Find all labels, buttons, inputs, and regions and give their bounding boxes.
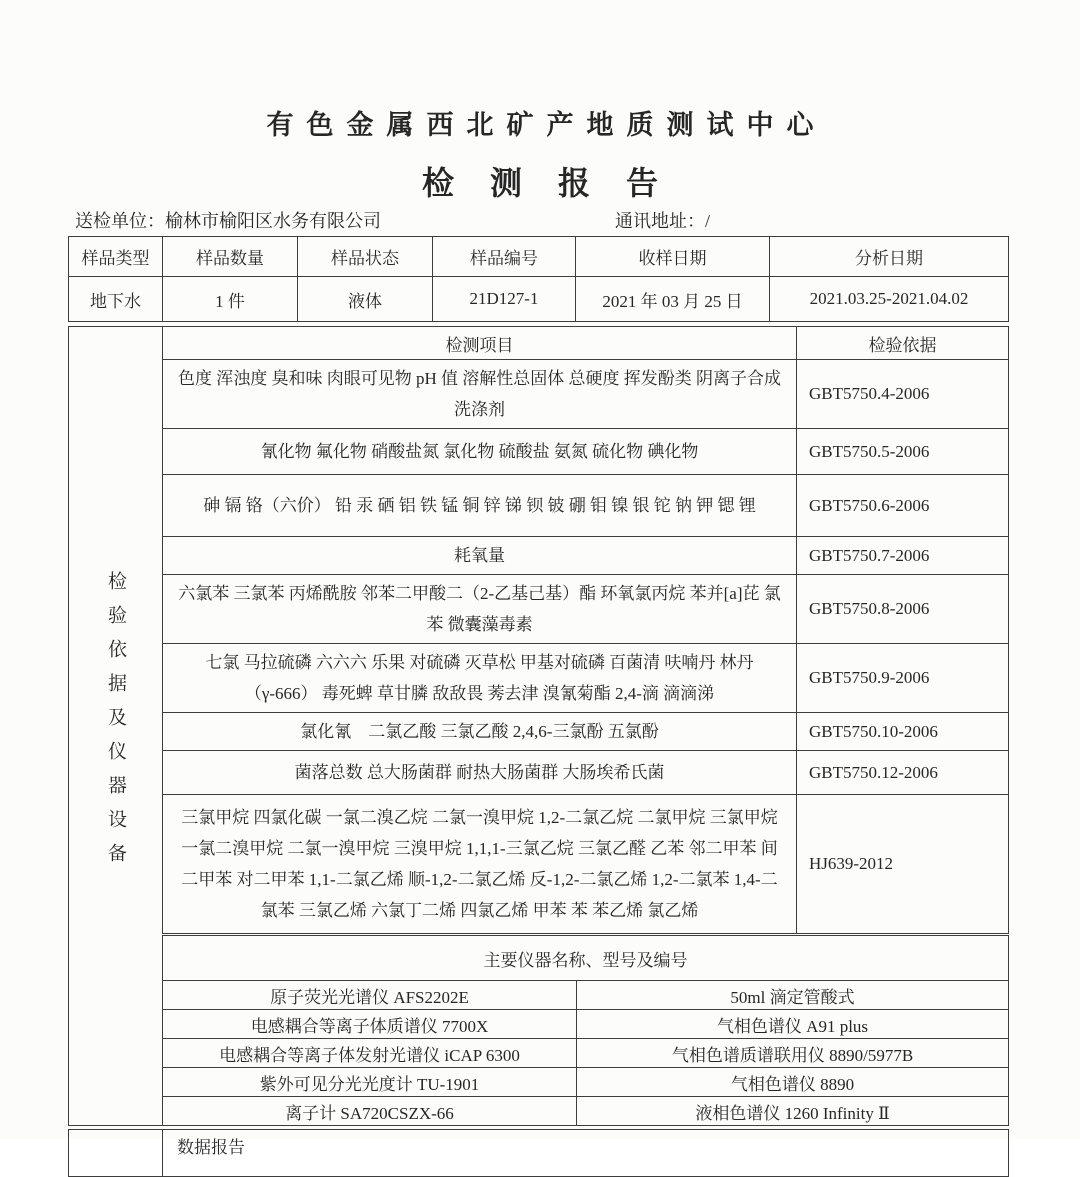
analysis-basis: GBT5750.4-2006	[797, 360, 1009, 429]
sample-info-table	[68, 236, 1009, 322]
sample-no: 21D127-1	[433, 277, 576, 322]
footer-stub-cell	[69, 1130, 163, 1177]
instrument-left: 离子计 SA720CSZX-66	[163, 1097, 577, 1126]
info-line	[0, 208, 1080, 234]
basis-header: 检验依据	[797, 327, 1009, 360]
col-header-sample-qty: 样品数量	[163, 237, 298, 277]
instrument-row	[69, 981, 1009, 1010]
client-unit: 送检单位：榆林市榆阳区水务有限公司	[75, 211, 381, 231]
report-title: 检测报告	[421, 165, 694, 201]
analysis-basis: GBT5750.8-2006	[797, 575, 1009, 644]
analysis-row	[69, 713, 1009, 751]
instrument-right: 气相色谱仪 8890	[577, 1068, 1009, 1097]
instrument-row	[69, 1068, 1009, 1097]
analysis-items: 氯化氰 二氯乙酸 三氯乙酸 2,4,6-三氯酚 五氯酚	[163, 713, 797, 751]
instrument-right: 气相色谱质谱联用仪 8890/5977B	[577, 1039, 1009, 1068]
analysis-basis: GBT5750.6-2006	[797, 475, 1009, 537]
analysis-row	[69, 475, 1009, 537]
analysis-row	[69, 575, 1009, 644]
analysis-items: 三氯甲烷 四氯化碳 一氯二溴乙烷 二氯一溴甲烷 1,2-二氯乙烷 二氯甲烷 三氯甲烷 一氯二溴甲烷 二氯一溴甲烷 三溴甲烷 1,1,1-三氯乙烷 三氯乙醛 乙苯 邻二甲苯 间二甲苯 对二甲苯 1,1-二氯乙烯 顺-1,2-二氯乙烯 反-1,2-二氯乙烯 1,2-二氯苯 1,4-二氯苯 三氯乙烯 六氯丁二烯 四氯乙烯 甲苯 苯 苯乙烯 氯乙烯	[163, 795, 797, 935]
analysis-items: 色度 浑浊度 臭和味 肉眼可见物 pH 值 溶解性总固体 总硬度 挥发酚类 阴离子合成洗涤剂	[163, 360, 797, 429]
sample-state: 液体	[298, 277, 433, 322]
side-label-cell	[69, 327, 163, 1126]
analysis-row	[69, 537, 1009, 575]
col-header-sample-type: 样品类型	[69, 237, 163, 277]
col-header-sample-state: 样品状态	[298, 237, 433, 277]
items-header: 检测项目	[163, 327, 797, 360]
analysis-row	[69, 795, 1009, 935]
analysis-date: 2021.03.25-2021.04.02	[770, 277, 1009, 322]
analysis-basis: GBT5750.10-2006	[797, 713, 1009, 751]
footer-partial-text: 数据报告	[163, 1130, 1009, 1177]
instruments-header-row	[69, 935, 1009, 981]
instrument-row	[69, 1097, 1009, 1126]
receive-date: 2021 年 03 月 25 日	[576, 277, 770, 322]
instrument-row	[69, 1010, 1009, 1039]
analysis-items: 耗氧量	[163, 537, 797, 575]
instrument-left: 原子荧光光谱仪 AFS2202E	[163, 981, 577, 1010]
analysis-basis: HJ639-2012	[797, 795, 1009, 935]
analysis-row	[69, 429, 1009, 475]
analysis-table	[68, 326, 1009, 1126]
analysis-items: 菌落总数 总大肠菌群 耐热大肠菌群 大肠埃希氏菌	[163, 751, 797, 795]
analysis-basis: GBT5750.5-2006	[797, 429, 1009, 475]
analysis-items: 七氯 马拉硫磷 六六六 乐果 对硫磷 灭草松 甲基对硫磷 百菌清 呋喃丹 林丹（γ-666） 毒死蜱 草甘膦 敌敌畏 莠去津 溴氰菊酯 2,4-滴 滴滴涕	[163, 644, 797, 713]
sample-header-row	[69, 237, 1009, 277]
col-header-sample-no: 样品编号	[433, 237, 576, 277]
instrument-right: 50ml 滴定管酸式	[577, 981, 1009, 1010]
org-title: 有色金属西北矿产地质测试中心	[266, 110, 827, 140]
contact-address: 通讯地址：/	[615, 211, 711, 231]
footer-table	[68, 1129, 1009, 1177]
analysis-header-row	[69, 327, 1009, 360]
analysis-row	[69, 360, 1009, 429]
instrument-right: 气相色谱仪 A91 plus	[577, 1010, 1009, 1039]
instrument-left: 电感耦合等离子体发射光谱仪 iCAP 6300	[163, 1039, 577, 1068]
analysis-items: 砷 镉 铬（六价） 铅 汞 硒 铝 铁 锰 铜 锌 锑 钡 铍 硼 钼 镍 银 铊 钠 钾 锶 锂	[163, 475, 797, 537]
instrument-left: 紫外可见分光光度计 TU-1901	[163, 1068, 577, 1097]
instrument-row	[69, 1039, 1009, 1068]
analysis-basis: GBT5750.7-2006	[797, 537, 1009, 575]
analysis-row	[69, 644, 1009, 713]
instrument-right: 液相色谱仪 1260 Infinity Ⅱ	[577, 1097, 1009, 1126]
analysis-basis: GBT5750.9-2006	[797, 644, 1009, 713]
col-header-receive-date: 收样日期	[576, 237, 770, 277]
analysis-basis: GBT5750.12-2006	[797, 751, 1009, 795]
instrument-left: 电感耦合等离子体质谱仪 7700X	[163, 1010, 577, 1039]
col-header-analysis-date: 分析日期	[770, 237, 1009, 277]
sample-data-row	[69, 277, 1009, 322]
sample-type: 地下水	[69, 277, 163, 322]
instruments-header: 主要仪器名称、型号及编号	[163, 935, 1009, 981]
side-label: 检验依据及仪器设备	[105, 570, 126, 877]
analysis-items: 六氯苯 三氯苯 丙烯酰胺 邻苯二甲酸二（2-乙基己基）酯 环氧氯丙烷 苯并[a]芘 氯苯 微囊藻毒素	[163, 575, 797, 644]
analysis-items: 氰化物 氟化物 硝酸盐氮 氯化物 硫酸盐 氨氮 硫化物 碘化物	[163, 429, 797, 475]
sample-qty: 1 件	[163, 277, 298, 322]
footer-row	[69, 1130, 1009, 1177]
analysis-row	[69, 751, 1009, 795]
